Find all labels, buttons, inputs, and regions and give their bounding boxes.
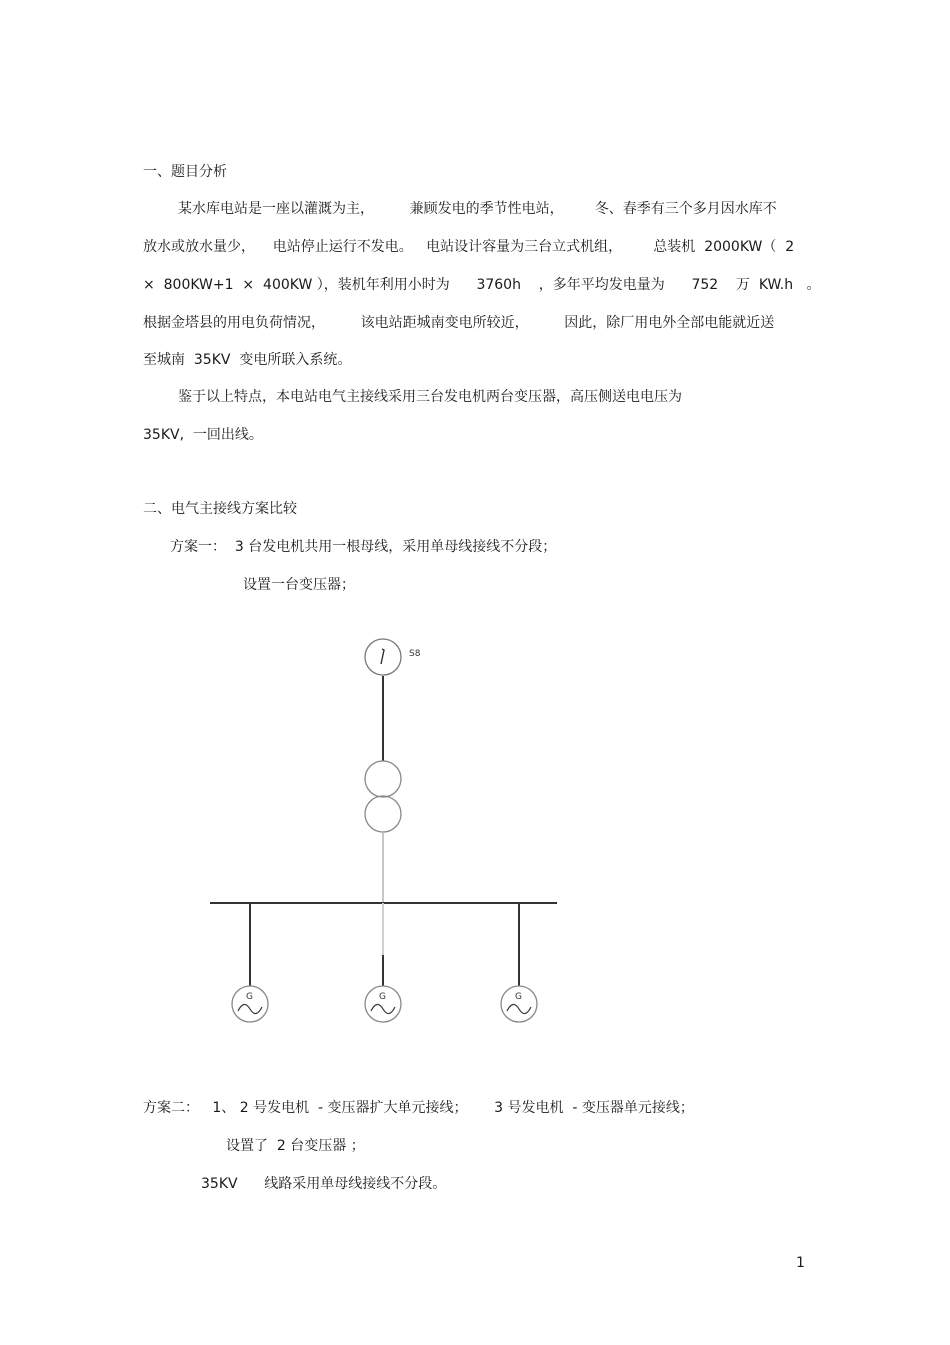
plan2-transformer-note: 设置了 2 台变压器 ； [226, 1138, 365, 1154]
s8-source-mark [381, 649, 384, 664]
single-line-diagram [195, 628, 575, 1038]
generator-left-label: G [246, 992, 253, 1002]
generator-middle-sine [371, 1004, 395, 1013]
plan2-description: 方案二： 1、 2 号发电机 - 变压器扩大单元接线； 3 号发电机 - 变压器单元接线； [143, 1100, 694, 1116]
section1-paragraph-line: 鉴于以上特点，本电站电气主接线采用三台发电机两台变压器，高压侧送电电压为 [178, 389, 682, 405]
s8-label: S8 [409, 649, 421, 659]
plan1-transformer-note: 设置一台变压器； [243, 577, 355, 593]
section1-paragraph-line: 至城南 35KV 变电所联入系统。 [143, 352, 352, 368]
section1-heading: 一、题目分析 [143, 164, 227, 180]
single-line-diagram-svg [195, 628, 575, 1038]
section1-paragraph-line: 根据金塔县的用电负荷情况， 该电站距城南变电所较近， 因此，除厂用电外全部电能就近送 [143, 315, 775, 331]
generator-middle-label: G [379, 992, 386, 1002]
section1-paragraph-line: 某水库电站是一座以灌溉为主， 兼顾发电的季节性电站， 冬、春季有三个多月因水库不 [178, 201, 777, 217]
transformer-upper-winding [365, 761, 401, 797]
section2-heading: 二、电气主接线方案比较 [143, 501, 297, 517]
generator-right-label: G [515, 992, 522, 1002]
section1-paragraph-line: × 800KW+1 × 400KW ），装机年利用小时为 3760h ，多年平均发电量为 752 万 KW.h 。 [143, 277, 821, 293]
plan1-description: 方案一： 3 台发电机共用一根母线，采用单母线接线不分段； [170, 539, 557, 555]
section1-paragraph-line: 35KV, 一回出线。 [143, 427, 263, 443]
transformer-lower-winding [365, 796, 401, 832]
page-number: 1 [796, 1255, 805, 1271]
generator-left-sine [238, 1004, 262, 1013]
section1-paragraph-line: 放水或放水量少， 电站停止运行不发电。 电站设计容量为三台立式机组， 总装机 2000KW（ 2 [143, 239, 795, 255]
plan2-line-note: 35KV 线路采用单母线接线不分段。 [201, 1176, 447, 1192]
generator-right-sine [507, 1004, 531, 1013]
